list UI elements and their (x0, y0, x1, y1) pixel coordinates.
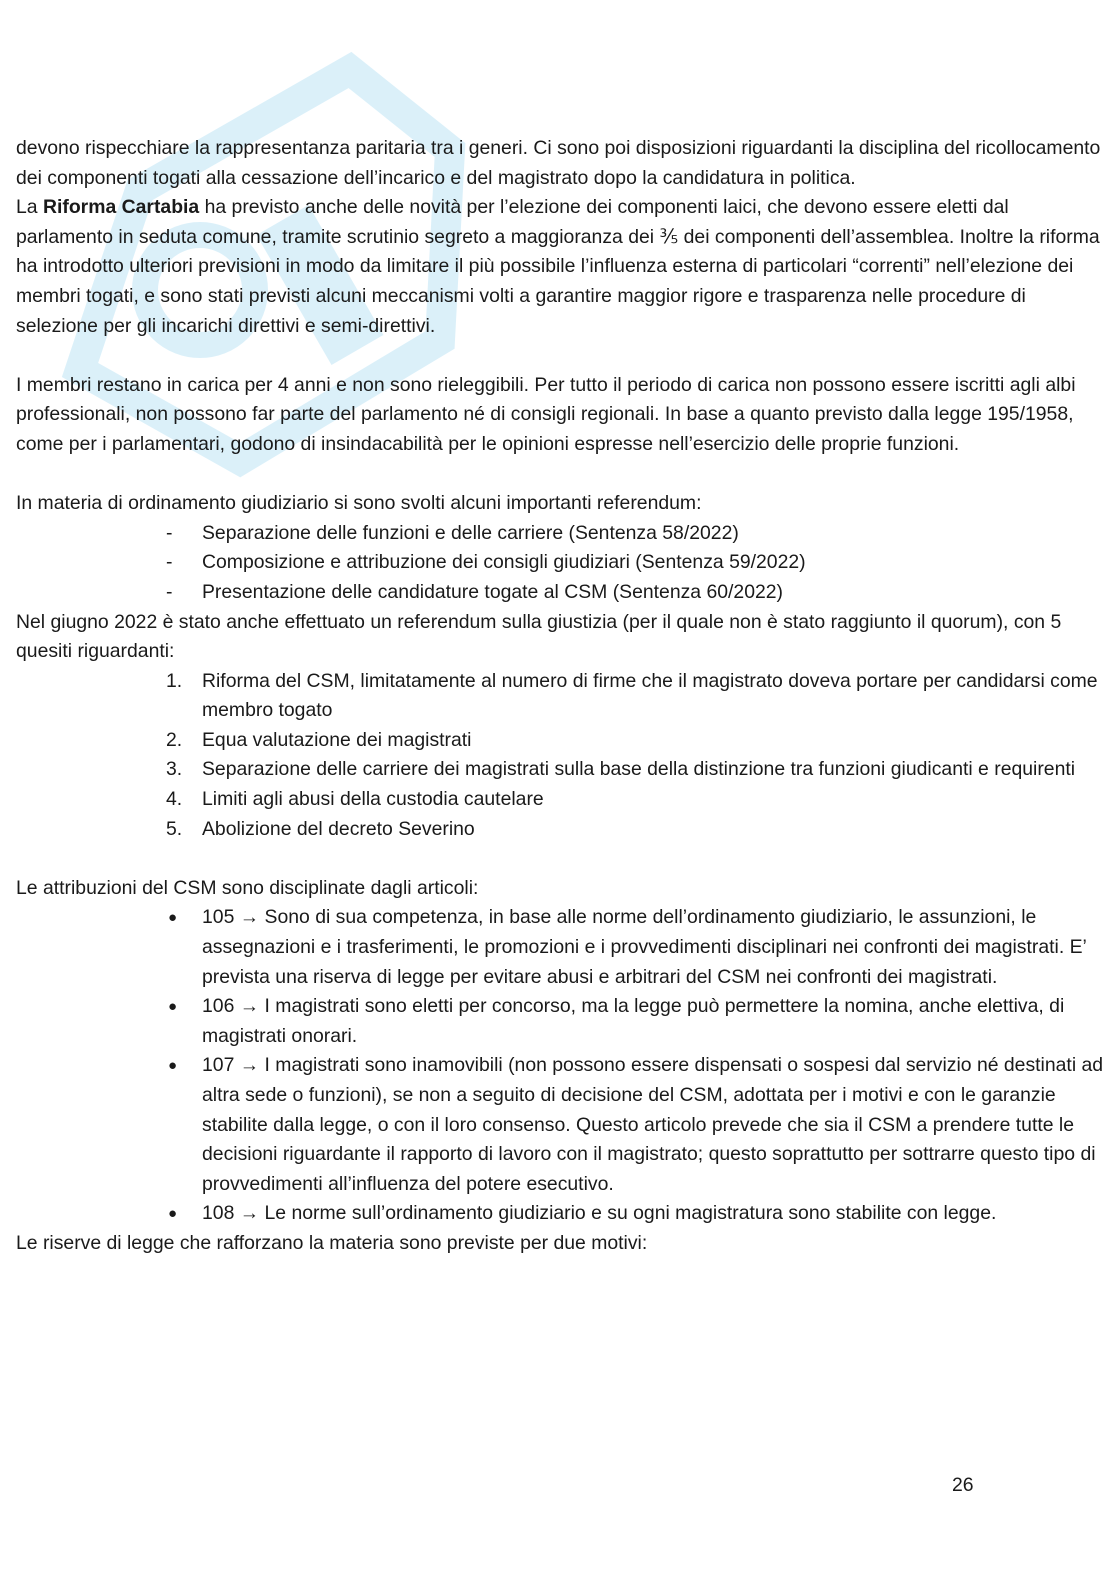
articoli-list (16, 903, 1106, 1229)
paragraph: Le riserve di legge che rafforzano la materia sono previste per due motivi: (16, 1231, 648, 1254)
list-item (16, 992, 1106, 1051)
list-marker: - (166, 580, 173, 603)
list-item (16, 667, 1106, 726)
bullet-icon: ● (168, 909, 178, 927)
list-item (16, 578, 1106, 608)
list-marker: 1. (166, 669, 183, 692)
bullet-icon: ● (168, 1057, 178, 1075)
bullet-icon: ● (168, 1205, 178, 1223)
list-item-text: Riforma del CSM, limitatamente al numero di firme che il magistrato doveva portare per candidarsi come membro togato (202, 669, 1098, 722)
list-item-text: 106 → I magistrati sono eletti per concorso, ma la legge può permettere la nomina, anche elettiva, di magistrati onorari. (202, 995, 1065, 1047)
paragraph: devono rispecchiare la rappresentanza paritaria tra i generi. Ci sono poi disposizioni riguardanti la disciplina del ricollocamento dei componenti togati alla cessazione dell’incarico e del magistrato dopo la candidatura in politica. (16, 137, 1101, 189)
list-item-text: Equa valutazione dei magistrati (202, 728, 472, 751)
paragraph: I membri restano in carica per 4 anni e non sono rieleggibili. Per tutto il periodo di carica non possono essere iscritti agli albi professionali, non possono far parte del parlamento né di consigli regionali. In base a quanto previsto dalla legge 195/1958, come per i parlamentari, godono di insindacabilità per le opinioni espresse nell’esercizio delle proprie funzioni. (16, 373, 1076, 455)
list-item-text: 108 → Le norme sull’ordinamento giudiziario e su ogni magistratura sono stabilite con legge. (202, 1202, 997, 1225)
list-item-text: 107 → I magistrati sono inamovibili (non possono essere dispensati o sospesi dal servizio né destinati ad altra sede o funzioni), se non a seguito di decisione del CSM, adottata per i motivi e con le garanzie stabilite dalla legge, o con il loro consenso. Questo articolo prevede che sia il CSM a prendere tutte le decisioni riguardante il rapporto di lavoro con il magistrato; questo soprattutto per sottrarre questo tipo di provvedimenti all’influenza del potere esecutivo. (202, 1054, 1104, 1195)
list-marker: - (166, 551, 173, 574)
list-marker: 5. (166, 817, 183, 840)
list-marker: 2. (166, 728, 183, 751)
list-item-text: Separazione delle carriere dei magistrati sulla base della distinzione tra funzioni giudicanti e requirenti (202, 758, 1076, 781)
list-item-text: Limiti agli abusi della custodia cautelare (202, 788, 544, 811)
paragraph: Le attribuzioni del CSM sono disciplinate dagli articoli: (16, 876, 479, 899)
bullet-icon: ● (168, 998, 178, 1016)
list-item-text: 105 → Sono di sua competenza, in base alle norme dell’ordinamento giudiziario, le assunzioni, le assegnazioni e i trasferimenti, le promozioni e i provvedimenti disciplinari nei confronti dei magistrati. E’ prevista una riserva di legge per evitare abusi e arbitrari del CSM nei confronti dei magistrati. (202, 906, 1087, 988)
list-item-text: Separazione delle funzioni e delle carriere (Sentenza 58/2022) (202, 521, 739, 544)
paragraph: Nel giugno 2022 è stato anche effettuato un referendum sulla giustizia (per il quale non è stato raggiunto il quorum), con 5 quesiti riguardanti: (16, 610, 1062, 663)
text-span: La (16, 196, 43, 219)
quesiti-list (16, 667, 1106, 845)
list-item (16, 1051, 1106, 1199)
list-item (16, 903, 1106, 992)
text-span: ha previsto anche delle novità per l’elezione dei componenti laici, che devono essere eletti dal parlamento in seduta comune, tramite scrutinio segreto a maggioranza dei ⅗ dei componenti dell’assemblea. Inoltre la riforma ha introdotto ulteriori previsioni in modo da limitare il più possibile l’influenza esterna di particolari “correnti” nell’elezione dei membri togati, e sono stati previsti alcuni meccanismi volti a garantire maggior rigore e trasparenza nelle procedure di selezione per gli incarichi direttivi e semi-direttivi. (16, 196, 1100, 337)
list-marker: 3. (166, 758, 183, 781)
referendum-list (16, 519, 1106, 608)
page-number: 26 (952, 1474, 974, 1496)
list-item (16, 548, 1106, 578)
list-item-text: Composizione e attribuzione dei consigli giudiziari (Sentenza 59/2022) (202, 551, 806, 574)
body-text (16, 134, 1106, 1259)
list-item (16, 755, 1106, 785)
list-item (16, 785, 1106, 815)
list-marker: - (166, 521, 173, 544)
bold-term: Riforma Cartabia (42, 196, 200, 219)
list-item-text: Abolizione del decreto Severino (202, 817, 475, 840)
list-item (16, 519, 1106, 549)
list-marker: 4. (166, 788, 183, 811)
paragraph-riforma-cartabia (16, 193, 1106, 341)
list-item (16, 726, 1106, 756)
paragraph: In materia di ordinamento giudiziario si sono svolti alcuni importanti referendum: (16, 492, 702, 515)
list-item-text: Presentazione delle candidature togate al CSM (Sentenza 60/2022) (202, 580, 784, 603)
list-item (16, 1199, 1106, 1229)
list-item (16, 815, 1106, 845)
